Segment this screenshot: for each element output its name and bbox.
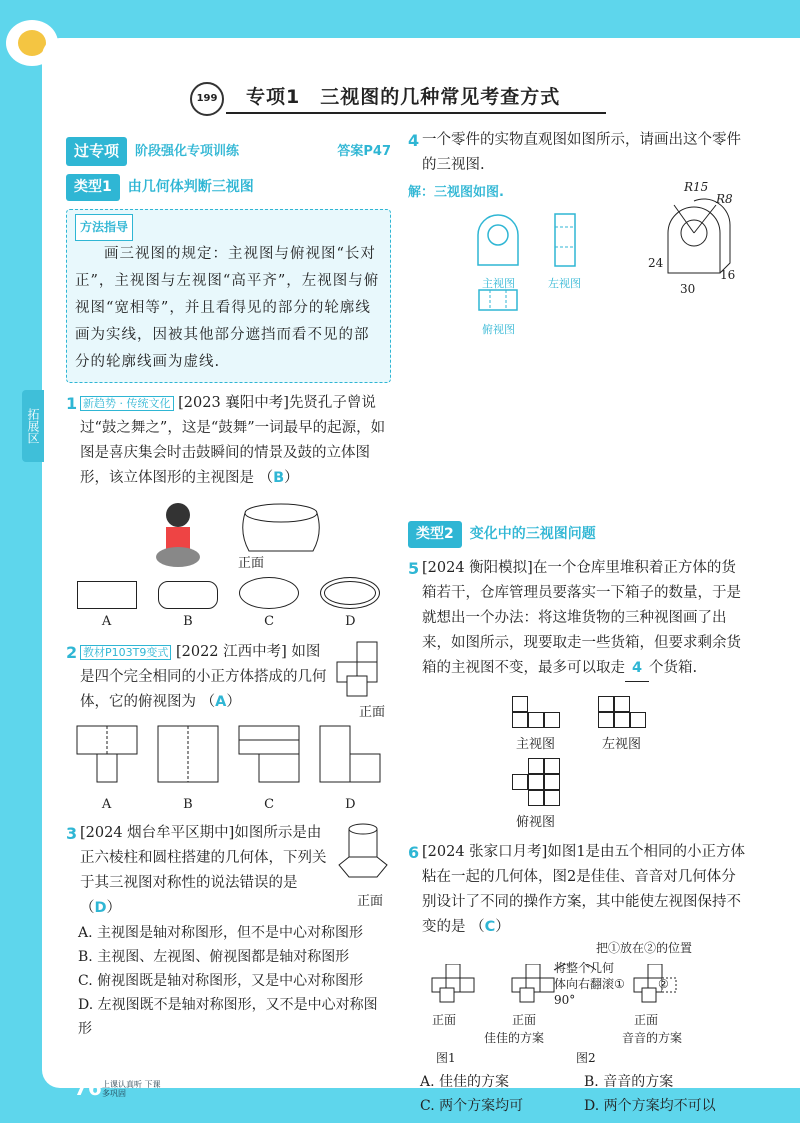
question-3: 3 [2024 烟台牟平区期中]如图所示是由正六棱柱和圆柱搭建的几何体，下列关于其三视图对称性的说法错误的是 （D） 正面: [66, 821, 391, 921]
title-text: 专项1 三视图的几种常见考查方式: [246, 86, 561, 108]
q6-circle-1: ①: [614, 977, 625, 991]
q3-choice-d[interactable]: D. 左视图既不是轴对称图形，又不是中心对称图形: [78, 997, 378, 1037]
q5-left-label: 左视图: [602, 737, 642, 752]
left-column: [66, 136, 391, 1041]
q3-front-label: 正面: [356, 894, 383, 909]
section-header: [66, 136, 391, 166]
q6-source: [2024 张家口月考]: [422, 844, 548, 860]
type2-pill: 类型2: [408, 521, 462, 548]
q4-dim-16: 16: [720, 268, 736, 282]
q2-option-c[interactable]: C: [238, 725, 300, 817]
q6-plan-jia: 佳佳的方案: [484, 1031, 545, 1045]
q5-top-label: 俯视图: [516, 815, 556, 830]
answer-ref: 答案P47: [337, 143, 391, 159]
page-slogan: 上课认真听 下课多巩固: [102, 1080, 161, 1098]
q2-front-label: 正面: [358, 705, 385, 720]
q1-tag: 新趋势 · 传统文化: [80, 396, 174, 411]
q6-front-label-3: 正面: [634, 1013, 659, 1027]
q2-option-b[interactable]: B: [157, 725, 219, 817]
q4-top-view: [478, 289, 518, 313]
q4-main-view: [476, 213, 520, 267]
page-title: [190, 80, 610, 114]
q4-number: 4: [408, 131, 420, 150]
q1-options: [66, 577, 391, 634]
q3-choice-b[interactable]: B. 主视图、左视图、俯视图都是轴对称图形: [78, 949, 350, 965]
q4-left-label: 左视图: [548, 277, 581, 290]
type1-pill: 类型1: [66, 174, 120, 201]
q6-circle-2: ②: [658, 977, 669, 991]
q5-text: 在一个仓库里堆积着正方体的货箱若干，仓库管理员要落实一下箱子的数量，于是就想出一个办法：将这堆货物的三种视图画了出来，如图所示，现要取走一些货箱，但要求剩余货箱的主视图不变，最多可以取走: [422, 560, 741, 676]
q1-option-c[interactable]: C: [239, 577, 299, 634]
q1-answer: B: [273, 470, 285, 486]
q4-dim-30: 30: [680, 282, 696, 296]
q4-dim-24: 24: [648, 256, 664, 270]
question-5: [408, 556, 748, 682]
page-number: 76: [74, 1076, 102, 1100]
q3-text: 如图所示是由正六棱柱和圆柱搭建的几何体，下列关于其三视图对称性的说法错误的是: [80, 825, 327, 891]
drum-base: [156, 547, 200, 567]
q1-text: 先贤孔子曾说过“鼓之舞之”，这是“鼓舞”一词最早的起源，如图是喜庆集会时击鼓瞬间的情景及鼓的立体图形，该立体图形的主视图是: [80, 395, 386, 486]
title-badge: 199: [190, 82, 224, 116]
type2-title: 变化中的三视图问题: [469, 526, 596, 542]
q1-option-a[interactable]: A: [77, 581, 137, 634]
q6-fig2-label: 图2: [576, 1051, 596, 1065]
q2-tag: 教材P103T9变式: [80, 645, 171, 660]
q2-cube-figure: [329, 640, 391, 702]
question-4: [408, 128, 748, 178]
q4-main-label: 主视图: [482, 277, 515, 290]
title-underline: [226, 112, 606, 114]
q2-answer: A: [215, 694, 227, 710]
q6-figures: [408, 940, 748, 1070]
drum-top: [245, 504, 317, 522]
type1-title: 由几何体判断三视图: [127, 179, 254, 195]
q3-number: 3: [66, 824, 78, 843]
drummer-head: [166, 503, 190, 527]
q6-front-label-2: 正面: [512, 1013, 537, 1027]
q2-option-a[interactable]: A: [76, 725, 138, 817]
q6-fig1-label: 图1: [436, 1051, 456, 1065]
q4-solution: 解：三视图如图.: [408, 185, 504, 200]
question-1: 1 新趋势 · 传统文化 [2023 襄阳中考]先贤孔子曾说过“鼓之舞之”，这是“鼓舞”一词最早的起源，如图是喜庆集会时击鼓瞬间的情景及鼓的立体图形，该立体图形的主视图是 （B）: [66, 391, 391, 491]
q3-prism-cylinder-figure: [335, 821, 391, 891]
q4-text: 一个零件的实物直观图如图所示，请画出这个零件的三视图.: [422, 132, 741, 173]
right-column: [408, 128, 748, 1118]
q5-answer[interactable]: 4: [625, 656, 649, 682]
q4-left-view: [554, 213, 576, 267]
method-text: 画三视图的规定：主视图与俯视图“长对正”，主视图与左视图“高平齐”，左视图与俯视图“宽相等”，并且看得见的部分的轮廓线画为实线，因被其他部分遮挡而看不见的部分的轮廓线画为虚线.: [75, 246, 380, 370]
q1-figure: [66, 495, 391, 575]
q6-move-note: 把①放在②的位置: [596, 941, 693, 955]
q1-option-d[interactable]: D: [320, 577, 380, 634]
q5-number: 5: [408, 559, 420, 578]
section-subtitle: 阶段强化专项训练: [135, 143, 240, 159]
q6-rotate-note: 将整个几何体向右翻滚90°: [554, 961, 615, 1007]
question-2: 2 教材P103T9变式 [2022 江西中考] 如图是四个完全相同的小正方体搭成的几何体，它的俯视图为 （A） 正面: [66, 640, 391, 715]
q6-choice-b[interactable]: B. 音音的方案: [584, 1074, 674, 1090]
q3-choices: [66, 921, 391, 1041]
method-label: 方法指导: [75, 214, 133, 241]
side-tab: 拓展区: [22, 390, 44, 462]
q6-choice-c[interactable]: C. 两个方案均可: [420, 1098, 524, 1114]
q6-plan-yin: 音音的方案: [622, 1031, 683, 1045]
q6-front-label-1: 正面: [432, 1013, 457, 1027]
q1-number: 1: [66, 394, 78, 413]
q3-choice-c[interactable]: C. 俯视图既是轴对称图形，又是中心对称图形: [78, 973, 364, 989]
q5-main-label: 主视图: [516, 737, 556, 752]
q4-top-label: 俯视图: [482, 323, 515, 336]
q6-choice-a[interactable]: A. 佳佳的方案: [420, 1074, 510, 1090]
q1-front-label: 正面: [238, 556, 265, 571]
q4-dim-r8: R8: [716, 192, 733, 206]
question-6: 6 [2024 张家口月考]如图1是由五个相同的小正方体粘在一起的几何体，图2是佳佳、音音对几何体分别设计了不同的操作方案，其中能使左视图保持不变的是 （C）: [408, 840, 748, 940]
q1-option-b[interactable]: B: [158, 581, 218, 634]
q3-source: [2024 烟台牟平区期中]: [80, 825, 235, 841]
q1-drum-illustration: [66, 495, 391, 575]
q6-answer: C: [484, 919, 496, 935]
q6-choice-d[interactable]: D. 两个方案均不可以: [584, 1098, 716, 1114]
q2-options: [66, 725, 391, 817]
drummer-body: [166, 527, 190, 549]
q2-text: 如图是四个完全相同的小正方体搭成的几何体，它的俯视图为: [80, 644, 327, 710]
q6-choices: [408, 1070, 748, 1118]
q5-figures: [408, 682, 748, 832]
section-name: 过专项: [66, 137, 127, 166]
q2-option-d[interactable]: D: [319, 725, 381, 817]
q6-number: 6: [408, 843, 420, 862]
q2-source: [2022 江西中考]: [175, 644, 287, 660]
q1-source: [2023 襄阳中考]: [178, 395, 289, 411]
q3-answer: D: [94, 900, 107, 916]
q4-dim-r15: R15: [684, 180, 709, 194]
q5-source: [2024 衡阳模拟]: [422, 560, 533, 576]
type2-header: [408, 521, 748, 548]
q6-text: 如图1是由五个相同的小正方体粘在一起的几何体，图2是佳佳、音音对几何体分别设计了不同的操作方案，其中能使左视图保持不变的是: [422, 844, 746, 935]
q2-number: 2: [66, 643, 78, 662]
q3-choice-a[interactable]: A. 主视图是轴对称图形，但不是中心对称图形: [78, 925, 364, 941]
method-box: [66, 209, 391, 383]
q5-text-after: 个货箱.: [649, 660, 698, 676]
type1-header: [66, 174, 391, 201]
